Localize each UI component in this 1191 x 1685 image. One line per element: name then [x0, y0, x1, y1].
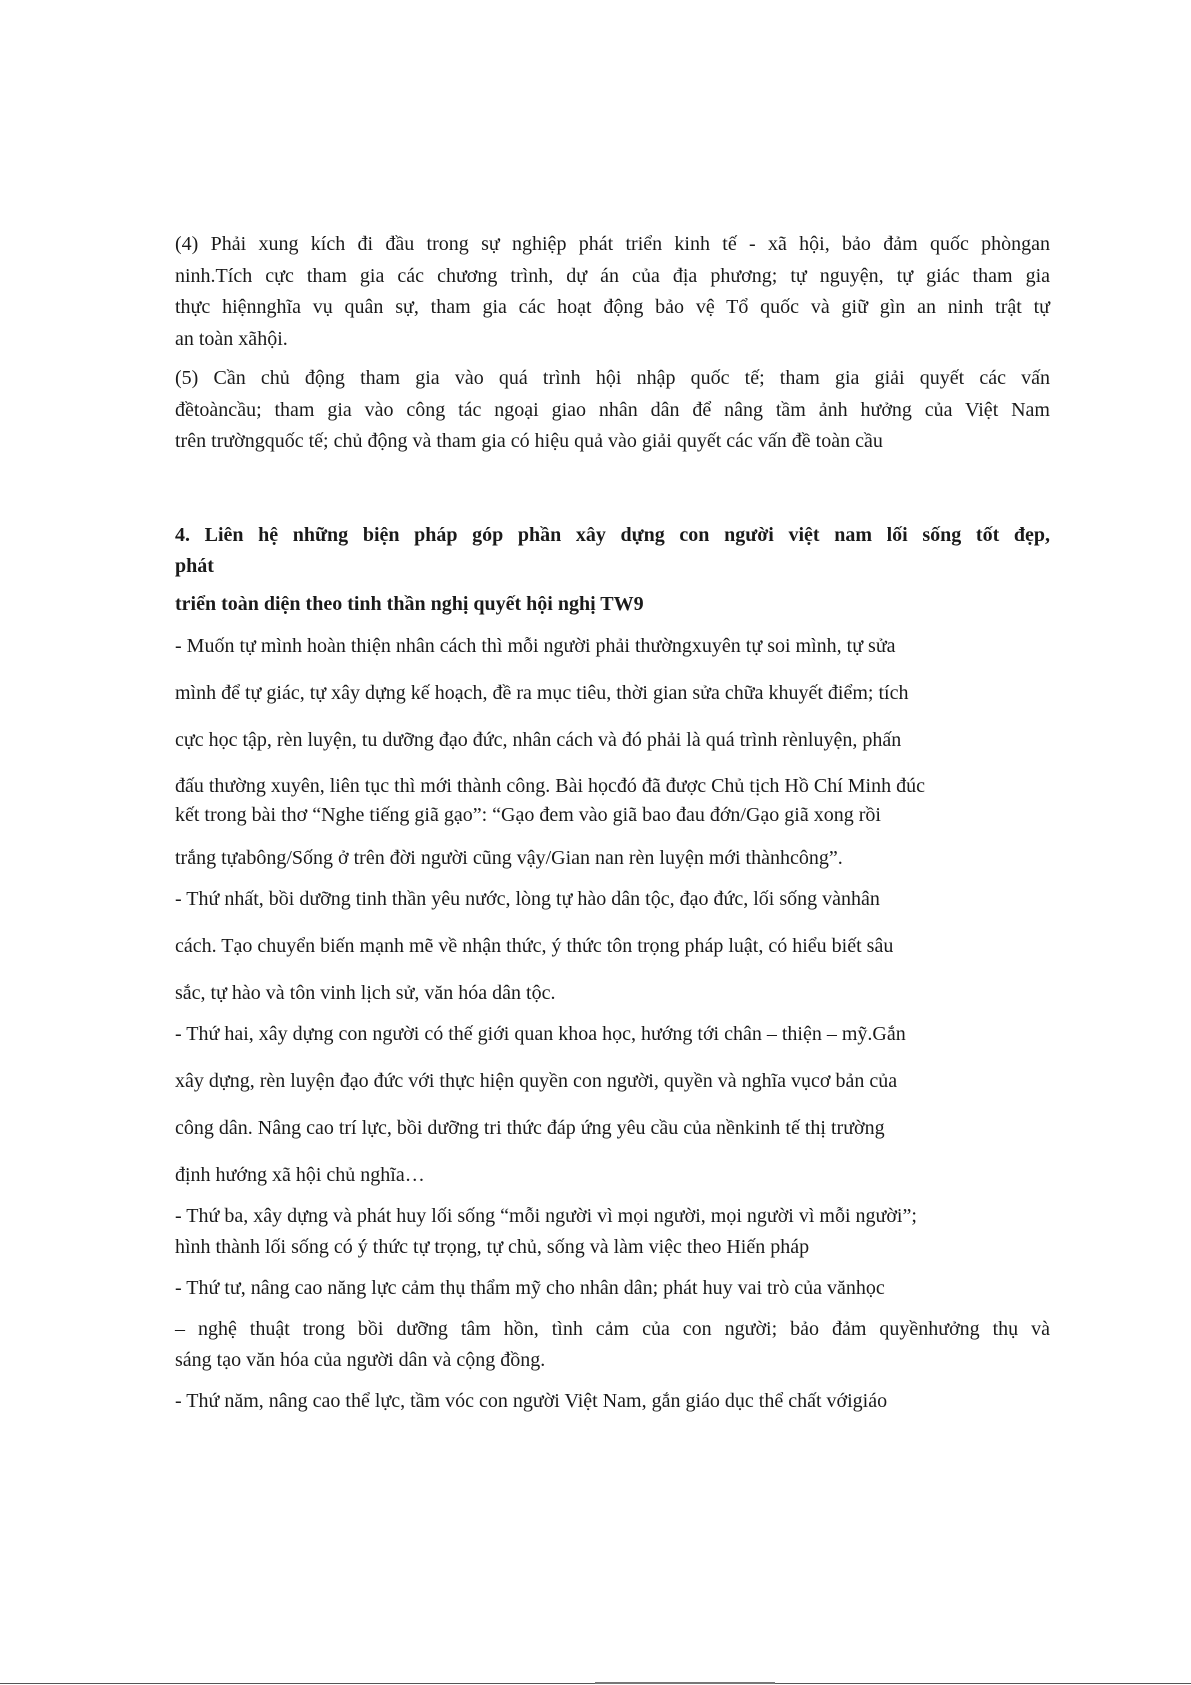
heading-line: 4. Liên hệ những biện pháp góp phần xây dựng con người việt nam lối sống tốt đẹp,: [175, 523, 1050, 546]
text-line: trên trườngquốc tế; chủ động và tham gia có hiệu quả vào giải quyết các vấn đề toàn cầu: [175, 430, 883, 452]
section-heading: [175, 520, 1050, 583]
bullet-1: [175, 623, 1050, 882]
bullet-4: [175, 1201, 1050, 1263]
paragraph-4: [175, 229, 1050, 355]
text-line: hình thành lối sống có ý thức tự trọng, tự chủ, sống và làm việc theo Hiến pháp: [175, 1236, 810, 1258]
text-line: sắc, tự hào và tôn vinh lịch sử, văn hóa dân tộc.: [175, 982, 556, 1004]
text-line: - Muốn tự mình hoàn thiện nhân cách thì mỗi người phải thườngxuyên tự soi mình, tự sửa: [175, 635, 896, 657]
text-line: định hướng xã hội chủ nghĩa…: [175, 1164, 425, 1186]
text-line: (4) Phải xung kích đi đầu trong sự nghiệp phát triển kinh tế - xã hội, bảo đảm quốc phòngan: [175, 233, 1050, 255]
text-line: - Thứ ba, xây dựng và phát huy lối sống “mỗi người vì mọi người, mọi người vì mỗi người”;: [175, 1205, 917, 1227]
text-line: cực học tập, rèn luyện, tu dưỡng đạo đức, nhân cách và đó phải là quá trình rènluyện, phấn: [175, 729, 902, 751]
text-line: (5) Cần chủ động tham gia vào quá trình hội nhập quốc tế; tham gia giải quyết các vấn: [175, 367, 1050, 389]
document-page: [175, 229, 1050, 1417]
text-line: – nghệ thuật trong bồi dưỡng tâm hồn, tình cảm của con người; bảo đảm quyềnhưởng thụ và: [175, 1318, 1050, 1340]
text-line: - Thứ năm, nâng cao thể lực, tầm vóc con người Việt Nam, gắn giáo dục thể chất vớigiáo: [175, 1390, 888, 1412]
paragraph-5: [175, 363, 1050, 458]
heading-line: triển toàn diện theo tinh thần nghị quyết hội nghị TW9: [175, 592, 644, 615]
text-line: - Thứ nhất, bồi dưỡng tinh thần yêu nước, lòng tự hào dân tộc, đạo đức, lối sống vànhân: [175, 888, 880, 910]
text-line: đềtoàncầu; tham gia vào công tác ngoại giao nhân dân để nâng tầm ảnh hưởng của Việt Nam: [175, 398, 1050, 421]
text-line: thực hiệnnghĩa vụ quân sự, tham gia các hoạt động bảo vệ Tổ quốc và giữ gìn an ninh trật tự: [175, 296, 1050, 318]
text-line: - Thứ tư, nâng cao năng lực cảm thụ thẩm mỹ cho nhân dân; phát huy vai trò của vănhọc: [175, 1277, 885, 1299]
text-line: kết trong bài thơ “Nghe tiếng giã gạo”: “Gạo đem vào giã bao đau đớn/Gạo giã xong rồi: [175, 804, 881, 826]
text-line: sáng tạo văn hóa của người dân và cộng đồng.: [175, 1349, 546, 1371]
heading-line: phát: [175, 555, 214, 577]
text-line: mình để tự giác, tự xây dựng kế hoạch, đề ra mục tiêu, thời gian sửa chữa khuyết điểm; tích: [175, 682, 909, 704]
text-line: cách. Tạo chuyển biến mạnh mẽ về nhận thức, ý thức tôn trọng pháp luật, có hiểu biết sâu: [175, 935, 894, 957]
text-line: công dân. Nâng cao trí lực, bồi dưỡng tri thức đáp ứng yêu cầu của nềnkinh tế thị trường: [175, 1117, 885, 1139]
text-line: đấu thường xuyên, liên tục thì mới thành công. Bài họcđó đã được Chủ tịch Hồ Chí Minh đúc: [175, 775, 925, 797]
text-line: xây dựng, rèn luyện đạo đức với thực hiện quyền con người, quyền và nghĩa vụcơ bản của: [175, 1070, 898, 1092]
text-line: ninh.Tích cực tham gia các chương trình, dự án của địa phương; tự nguyện, tự giác tham gia: [175, 264, 1050, 287]
bullet-2: [175, 876, 1050, 1017]
bullet-6: [175, 1386, 1050, 1417]
text-line: - Thứ hai, xây dựng con người có thế giới quan khoa học, hướng tới chân – thiện – mỹ.Gắn: [175, 1023, 906, 1045]
text-line: trắng tựabông/Sống ở trên đời người cũng vậy/Gian nan rèn luyện mới thànhcông”.: [175, 847, 843, 869]
bullet-3: [175, 1011, 1050, 1199]
bottom-divider-accent: [595, 1682, 775, 1684]
bullet-5: [175, 1273, 1050, 1376]
text-line: an toàn xãhội.: [175, 327, 288, 350]
